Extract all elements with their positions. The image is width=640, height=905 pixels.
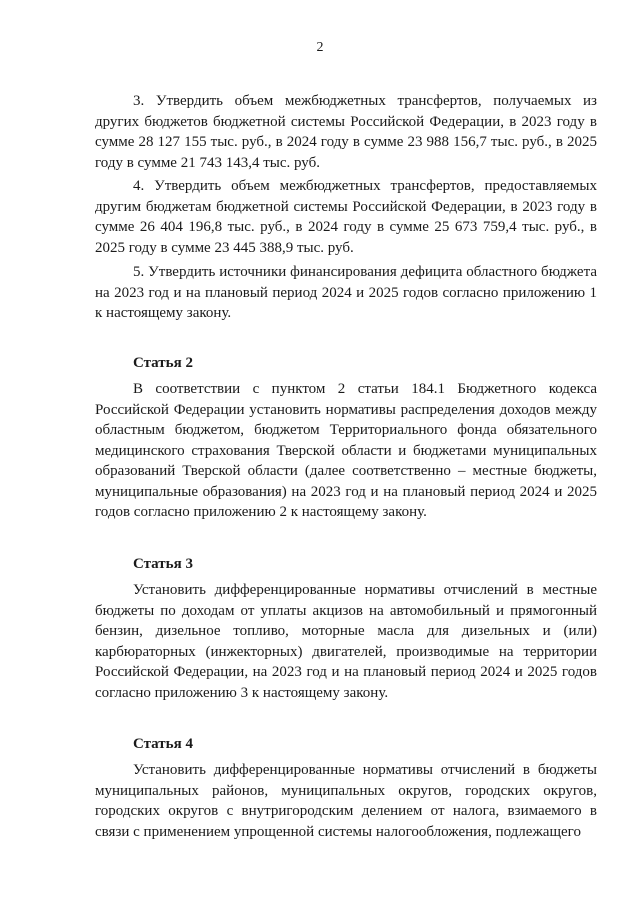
- page-number: 2: [316, 40, 324, 55]
- paragraph-5: 5. Утвердить источники финансирования дефицита областного бюджета на 2023 год и на плановый период 2024 и 2025 годов согласно приложению 1 к настоящему закону.: [95, 264, 597, 321]
- article-3-heading: Статья 3: [133, 556, 193, 572]
- paragraph-3: 3. Утвердить объем межбюджетных трансфертов, получаемых из других бюджетов бюджетной системы Российской Федерации, в 2023 году в сумме 28 127 155 тыс. руб., в 2024 году в сумме 23 988 156,7 тыс. руб., в 2025 году в сумме 21 743 143,4 тыс. руб.: [95, 93, 597, 171]
- article-3-text: Установить дифференцированные нормативы отчислений в местные бюджеты по доходам от уплаты акцизов на автомобильный и прямогонный бензин, дизельное топливо, моторные масла для дизельных и (или) карбюраторных (инжекторных) двигателей, производимые на территории Российской Федерации, на 2023 год и на плановый период 2024 и 2025 годов согласно приложению 3 к настоящему закону.: [95, 582, 597, 701]
- article-4-heading: Статья 4: [133, 736, 193, 752]
- article-2-text: В соответствии с пунктом 2 статьи 184.1 Бюджетного кодекса Российской Федерации установить нормативы распределения доходов между областным бюджетом, бюджетом Территориального фонда обязательного медицинского страхования Тверской области и бюджетами муниципальных образований Тверской области (далее соответственно – местные бюджеты, муниципальные образования) на 2023 год и на плановый период 2024 и 2025 годов согласно приложению 2 к настоящему закону.: [95, 381, 597, 520]
- article-4-text: Установить дифференцированные нормативы отчислений в бюджеты муниципальных районов, муниципальных округов, городских округов, городских округов с внутригородским делением от налога, взимаемого в связи с применением упрощенной системы налогообложения, подлежащего: [95, 762, 597, 840]
- article-2-heading: Статья 2: [133, 355, 193, 371]
- paragraph-4: 4. Утвердить объем межбюджетных трансфертов, предоставляемых другим бюджетам бюджетной системы Российской Федерации, в 2023 году в сумме 26 404 196,8 тыс. руб., в 2024 году в сумме 25 673 759,4 тыс. руб., в 2025 году в сумме 23 445 388,9 тыс. руб.: [95, 178, 597, 256]
